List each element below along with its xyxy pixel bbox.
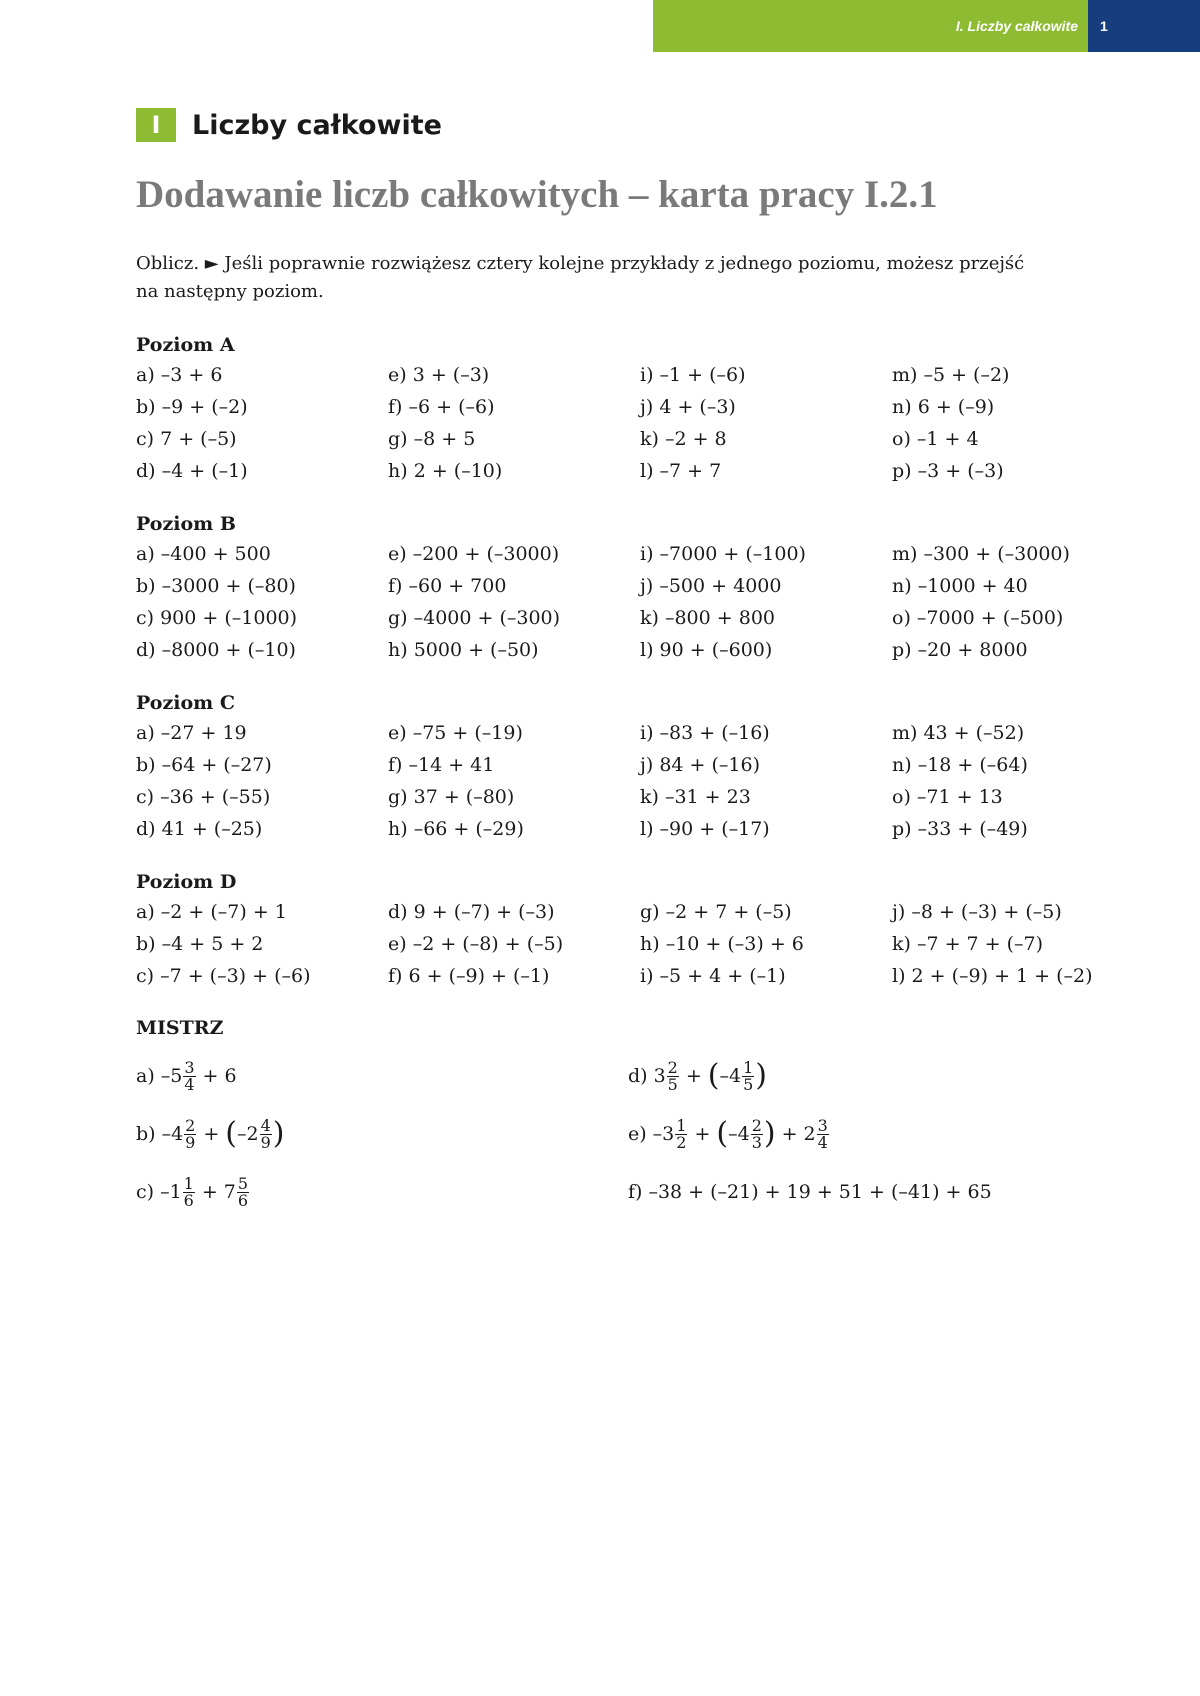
fraction xyxy=(184,1115,196,1152)
item-label: f) xyxy=(628,1181,643,1203)
fraction xyxy=(237,1173,249,1210)
denominator: 2 xyxy=(676,1132,687,1152)
exercise-item: c) 900 + (–1000) xyxy=(136,607,298,629)
exercise-item: b) –9 + (–2) xyxy=(136,396,248,418)
denominator: 4 xyxy=(184,1074,195,1094)
exercise-item: k) –31 + 23 xyxy=(640,786,751,808)
denominator: 4 xyxy=(817,1132,828,1152)
numerator: 4 xyxy=(260,1115,271,1135)
exercise-item: i) –7000 + (–100) xyxy=(640,543,806,565)
exercise-item: g) –2 + 7 + (–5) xyxy=(640,901,792,923)
exercise-item: l) –90 + (–17) xyxy=(640,818,770,840)
header-bar xyxy=(653,0,1200,52)
exercise-item: h) –66 + (–29) xyxy=(388,818,524,840)
level-b-heading: Poziom B xyxy=(136,513,236,535)
whole-part: –4 xyxy=(728,1123,750,1145)
item-label: d) xyxy=(628,1065,648,1087)
exercise-item: h) 2 + (–10) xyxy=(388,460,503,482)
exercise-item: l) 2 + (–9) + 1 + (–2) xyxy=(892,965,1093,987)
mistrz-heading: MISTRZ xyxy=(136,1017,224,1039)
exercise-item: m) 43 + (–52) xyxy=(892,722,1025,744)
paren-open: ( xyxy=(716,1116,729,1151)
exercise-item: l) 90 + (–600) xyxy=(640,639,773,661)
denominator: 6 xyxy=(183,1190,194,1210)
expression-rest: + 6 xyxy=(202,1065,237,1087)
paren-open: ( xyxy=(707,1058,720,1093)
level-c-heading: Poziom C xyxy=(136,692,235,714)
numerator: 1 xyxy=(183,1173,194,1193)
exercise-item: g) 37 + (–80) xyxy=(388,786,515,808)
level-a-heading: Poziom A xyxy=(136,334,235,356)
exercise-item: a) –27 + 19 xyxy=(136,722,247,744)
fraction xyxy=(260,1115,272,1152)
whole-part: 3 xyxy=(653,1065,666,1087)
chapter-badge: I xyxy=(136,108,176,142)
paren-close: ) xyxy=(755,1058,767,1093)
paren-open: ( xyxy=(225,1116,237,1151)
exercise-item: g) –8 + 5 xyxy=(388,428,476,450)
whole-part: –4 xyxy=(719,1065,742,1087)
page-title: Dodawanie liczb całkowitych – karta pracy I.2.1 xyxy=(136,173,938,216)
exercise-item: c) –36 + (–55) xyxy=(136,786,271,808)
exercise-item: i) –83 + (–16) xyxy=(640,722,770,744)
exercise-item: j) 84 + (–16) xyxy=(640,754,761,776)
numerator: 2 xyxy=(751,1115,762,1135)
denominator: 5 xyxy=(667,1074,678,1094)
numerator: 3 xyxy=(184,1057,195,1077)
instructions-line-2: na następny poziom. xyxy=(136,281,324,302)
numerator: 5 xyxy=(237,1173,249,1193)
chapter-title: Liczby całkowite xyxy=(192,109,442,141)
operator: + xyxy=(781,1123,798,1145)
page-number: 1 xyxy=(1088,0,1200,52)
expression: –38 + (–21) + 19 + 51 + (–41) + 65 xyxy=(648,1181,992,1203)
denominator: 3 xyxy=(751,1132,762,1152)
exercise-item: p) –33 + (–49) xyxy=(892,818,1028,840)
exercise-item xyxy=(136,1050,237,1102)
exercise-item: o) –71 + 13 xyxy=(892,786,1003,808)
exercise-item: i) –5 + 4 + (–1) xyxy=(640,965,786,987)
exercise-item xyxy=(136,1166,250,1218)
exercise-item: l) –7 + 7 xyxy=(640,460,722,482)
exercise-item xyxy=(628,1108,830,1160)
item-label: e) xyxy=(628,1123,647,1145)
exercise-item: k) –2 + 8 xyxy=(640,428,727,450)
exercise-item: a) –3 + 6 xyxy=(136,364,223,386)
exercise-item: j) 4 + (–3) xyxy=(640,396,736,418)
exercise-item xyxy=(628,1166,992,1218)
exercise-item xyxy=(628,1050,767,1102)
operator: + xyxy=(694,1123,711,1145)
whole-part: –3 xyxy=(652,1123,675,1145)
item-label: b) xyxy=(136,1123,156,1145)
fraction xyxy=(675,1115,687,1152)
exercise-item: f) –60 + 700 xyxy=(388,575,507,597)
exercise-item: b) –3000 + (–80) xyxy=(136,575,296,597)
numerator: 1 xyxy=(676,1115,687,1135)
fraction xyxy=(751,1115,763,1152)
whole-part: 7 xyxy=(223,1181,236,1203)
exercise-item: n) –1000 + 40 xyxy=(892,575,1028,597)
denominator: 9 xyxy=(185,1132,196,1152)
denominator: 9 xyxy=(260,1132,271,1152)
numerator: 3 xyxy=(817,1115,828,1135)
whole-part: –4 xyxy=(161,1123,184,1145)
exercise-item: f) –14 + 41 xyxy=(388,754,495,776)
exercise-item: d) –4 + (–1) xyxy=(136,460,248,482)
exercise-item: m) –300 + (–3000) xyxy=(892,543,1070,565)
paren-close: ) xyxy=(763,1116,776,1151)
exercise-item: e) –75 + (–19) xyxy=(388,722,523,744)
fraction xyxy=(742,1057,754,1094)
header-section-label: I. Liczby całkowite xyxy=(653,0,1088,52)
exercise-item: e) –2 + (–8) + (–5) xyxy=(388,933,564,955)
denominator: 5 xyxy=(743,1074,754,1094)
instructions-line-1: Oblicz. ► Jeśli poprawnie rozwiążesz cztery kolejne przykłady z jednego poziomu, możesz przejść xyxy=(136,253,1025,274)
operator: + xyxy=(201,1181,218,1203)
exercise-item: j) –8 + (–3) + (–5) xyxy=(892,901,1062,923)
whole-part: –1 xyxy=(160,1181,182,1203)
level-d-heading: Poziom D xyxy=(136,871,237,893)
exercise-item: p) –20 + 8000 xyxy=(892,639,1028,661)
whole-part: 2 xyxy=(803,1123,816,1145)
exercise-item xyxy=(136,1108,285,1160)
exercise-item: j) –500 + 4000 xyxy=(640,575,782,597)
numerator: 1 xyxy=(743,1057,754,1077)
exercise-item: o) –1 + 4 xyxy=(892,428,979,450)
exercise-item: d) –8000 + (–10) xyxy=(136,639,296,661)
exercise-item: g) –4000 + (–300) xyxy=(388,607,561,629)
chapter-heading xyxy=(136,108,442,142)
instructions xyxy=(136,250,1116,306)
paren-close: ) xyxy=(272,1116,285,1151)
exercise-item: h) 5000 + (–50) xyxy=(388,639,539,661)
item-label: a) xyxy=(136,1065,155,1087)
exercise-item: n) –18 + (–64) xyxy=(892,754,1028,776)
exercise-item: c) –7 + (–3) + (–6) xyxy=(136,965,311,987)
exercise-item: e) 3 + (–3) xyxy=(388,364,490,386)
exercise-item: f) 6 + (–9) + (–1) xyxy=(388,965,550,987)
whole-part: –2 xyxy=(237,1123,259,1145)
exercise-item: n) 6 + (–9) xyxy=(892,396,995,418)
exercise-item: d) 41 + (–25) xyxy=(136,818,263,840)
exercise-item: k) –7 + 7 + (–7) xyxy=(892,933,1044,955)
exercise-item: f) –6 + (–6) xyxy=(388,396,495,418)
operator: + xyxy=(203,1123,220,1145)
exercise-item: e) –200 + (–3000) xyxy=(388,543,560,565)
exercise-item: p) –3 + (–3) xyxy=(892,460,1004,482)
numerator: 2 xyxy=(667,1057,678,1077)
fraction xyxy=(817,1115,829,1152)
exercise-item: o) –7000 + (–500) xyxy=(892,607,1064,629)
numerator: 2 xyxy=(185,1115,196,1135)
fraction xyxy=(183,1057,195,1094)
exercise-item: b) –64 + (–27) xyxy=(136,754,272,776)
exercise-item: k) –800 + 800 xyxy=(640,607,775,629)
exercise-item: d) 9 + (–7) + (–3) xyxy=(388,901,555,923)
item-label: c) xyxy=(136,1181,155,1203)
fraction xyxy=(667,1057,679,1094)
fraction xyxy=(183,1173,195,1210)
exercise-item: h) –10 + (–3) + 6 xyxy=(640,933,804,955)
exercise-item: b) –4 + 5 + 2 xyxy=(136,933,264,955)
exercise-item: i) –1 + (–6) xyxy=(640,364,746,386)
denominator: 6 xyxy=(237,1190,249,1210)
exercise-item: a) –400 + 500 xyxy=(136,543,271,565)
exercise-item: a) –2 + (–7) + 1 xyxy=(136,901,287,923)
exercise-item: c) 7 + (–5) xyxy=(136,428,237,450)
whole-part: –5 xyxy=(160,1065,183,1087)
exercise-item: m) –5 + (–2) xyxy=(892,364,1010,386)
operator: + xyxy=(685,1065,702,1087)
